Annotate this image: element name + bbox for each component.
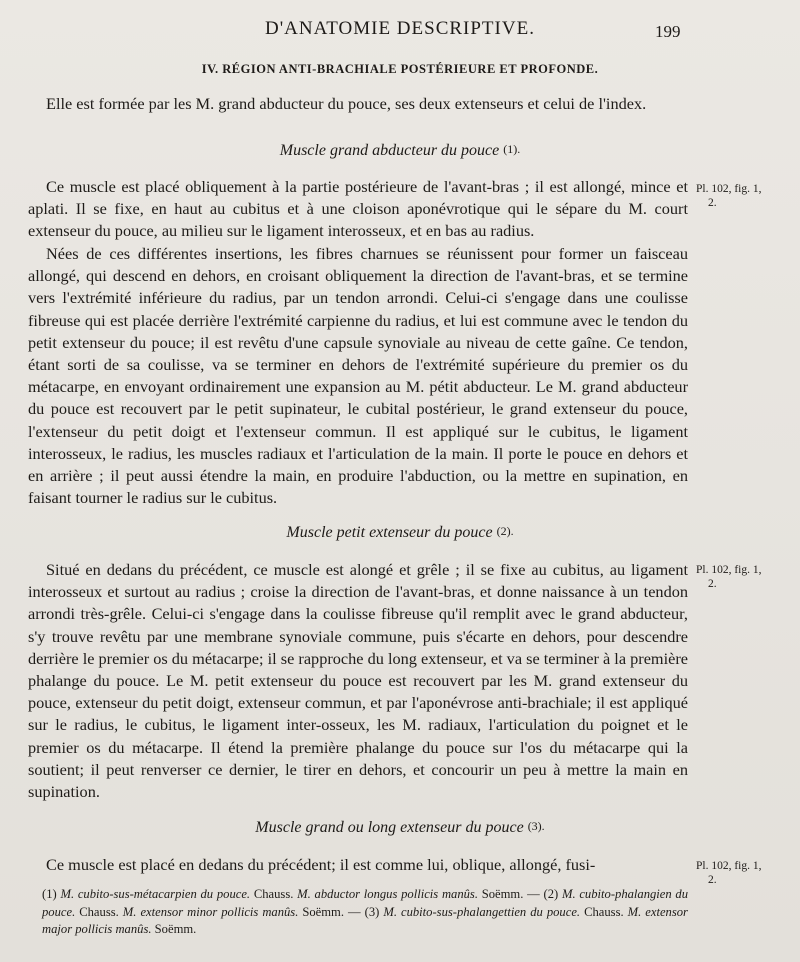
muscle-title-petit-extenseur bbox=[0, 524, 800, 542]
muscle-title-text: Muscle grand ou long extenseur du pouce bbox=[255, 819, 524, 836]
muscle-title-grand-extenseur bbox=[0, 819, 800, 837]
paragraph-grand-abducteur-2: Nées de ces différentes insertions, les fibres charnues se réunissent pour former un faisceau allongé, qui descend en dehors, en croisant obliquement la direction de l'avant-bras, et se termine vers l'extrémité inférieure du radius, par un tendon arrondi. Celui-ci s'engage dans une coulisse fibreuse qui est placée derrière l'extrémité carpienne du radius, et lui est commune avec le tendon du petit extenseur du pouce; il est revêtu d'une capsule synoviale au niveau de cette gaîne. Ce tendon, étant sorti de sa coulisse, va se terminer en dehors de l'extrémité supérieure du premier os du métacarpe, en envoyant ordinairement une expansion au M. pétit abducteur. Le M. grand abducteur du pouce est recouvert par le petit supinateur, le cubital postérieur, le grand extenseur du pouce, l'extenseur du petit doigt et l'extenseur commun. Il est appliqué sur le cubitus, le ligament interosseux, le radius, les muscles radiaux et l'articulation de la main. Il porte le pouce en dehors et en arrière ; il peut aussi étendre la main, en produire l'abduction, ou la mettre en supination, en faisant tourner le radius sur le cubitus. bbox=[28, 244, 688, 508]
paragraph-grand-extenseur-1: Ce muscle est placé en dedans du précédent; il est comme lui, oblique, allongé, fusi- bbox=[46, 855, 596, 874]
footnote-ref: (1). bbox=[503, 142, 521, 156]
footnote-2-chaussier-author: Chauss. bbox=[79, 904, 119, 919]
footnote-3-chaussier-name: M. cubito-sus-phalangettien du pouce. bbox=[383, 904, 581, 919]
running-head: D'ANATOMIE DESCRIPTIVE. bbox=[265, 18, 535, 39]
footnote-2-number: (2) bbox=[543, 887, 559, 901]
footnote-1-number: (1) bbox=[42, 887, 57, 901]
muscle-title-text: Muscle grand abducteur du pouce bbox=[279, 142, 500, 159]
footnote-2-chaussier-name: M. cubito-phalangien du pouce. bbox=[42, 887, 689, 919]
footnote-2-soemmerring-name: M. extensor minor pollicis manûs. bbox=[122, 904, 299, 919]
intro-paragraph: Elle est formée par les M. grand abducteur du pouce, ses deux extenseurs et celui de l'index. bbox=[46, 94, 647, 113]
footnote-3-chaussier-author: Chauss. bbox=[584, 904, 624, 919]
footnote-ref: (2). bbox=[496, 524, 514, 538]
margin-note-plate-ref: Pl. 102, fig. 1, 2. bbox=[696, 860, 762, 886]
footnote-1-soemmerring-author: Soëmm. — bbox=[481, 887, 540, 901]
paragraph-petit-extenseur-1: Situé en dedans du précédent, ce muscle est alongé et grêle ; il se fixe au cubitus, au ligament interosseux et surtout au radius ; croise la direction de l'avant-bras, et donne naissance à un tendon arrondi très-grêle. Celui-ci s'engage dans la coulisse fibreuse qu'il remplit avec le grand abducteur, s'y trouve revêtu par une membrane synoviale commune, puis s'écarte en dehors, pour descendre derrière le premier os du métacarpe; il se rapproche du long extenseur, et va se terminer à la première phalange du pouce. Le M. petit extenseur du pouce est recouvert par les M. grand extenseur du pouce, extenseur du petit doigt, extenseur commun, et par l'aponévrose anti-brachiale; il est appliqué sur le radius, le cubitus, le ligament inter-osseux, les M. radiaux, l'articulation du poignet et le premier os du métacarpe. Il étend la première phalange du pouce sur l'os du métacarpe qui la soutient; il peut renverser ce dernier, le tirer en dehors, et concourir un peu à mettre la main en supination. bbox=[28, 560, 688, 802]
footnote-3-soemmerring-author: Soëmm. bbox=[154, 922, 197, 936]
margin-note-plate-ref: Pl. 102, fig. 1, 2. bbox=[696, 183, 762, 209]
footnote-ref: (3). bbox=[527, 819, 545, 833]
page-number: 199 bbox=[655, 22, 681, 41]
footnote-1-soemmerring-name: M. abductor longus pollicis manûs. bbox=[297, 887, 478, 901]
footnote-1-chaussier-name: M. cubito-sus-métacarpien du pouce. bbox=[60, 887, 251, 901]
muscle-title-grand-abducteur bbox=[0, 142, 800, 160]
footnote-3-number: (3) bbox=[364, 904, 380, 919]
footnotes bbox=[42, 886, 688, 939]
footnote-2-soemmerring-author: Soëmm. — bbox=[302, 904, 361, 919]
paragraph-grand-abducteur-1: Ce muscle est placé obliquement à la partie postérieure de l'avant-bras ; il est allongé, mince et aplati. Il se fixe, en haut au cubitus et à une cloison aponévrotique qui le sépare du M. court extenseur du pouce, au milieu sur le ligament interosseux, et en bas au radius. bbox=[28, 177, 688, 241]
margin-note-plate-ref: Pl. 102, fig. 1, 2. bbox=[696, 564, 762, 590]
footnote-1-chaussier-author: Chauss. bbox=[253, 887, 294, 901]
footnote-3-soemmerring-name: M. extensor major pollicis manûs. bbox=[42, 904, 688, 936]
muscle-title-text: Muscle petit extenseur du pouce bbox=[286, 524, 493, 541]
section-heading: IV. RÉGION ANTI-BRACHIALE POSTÉRIEURE ET PROFONDE. bbox=[201, 62, 599, 76]
